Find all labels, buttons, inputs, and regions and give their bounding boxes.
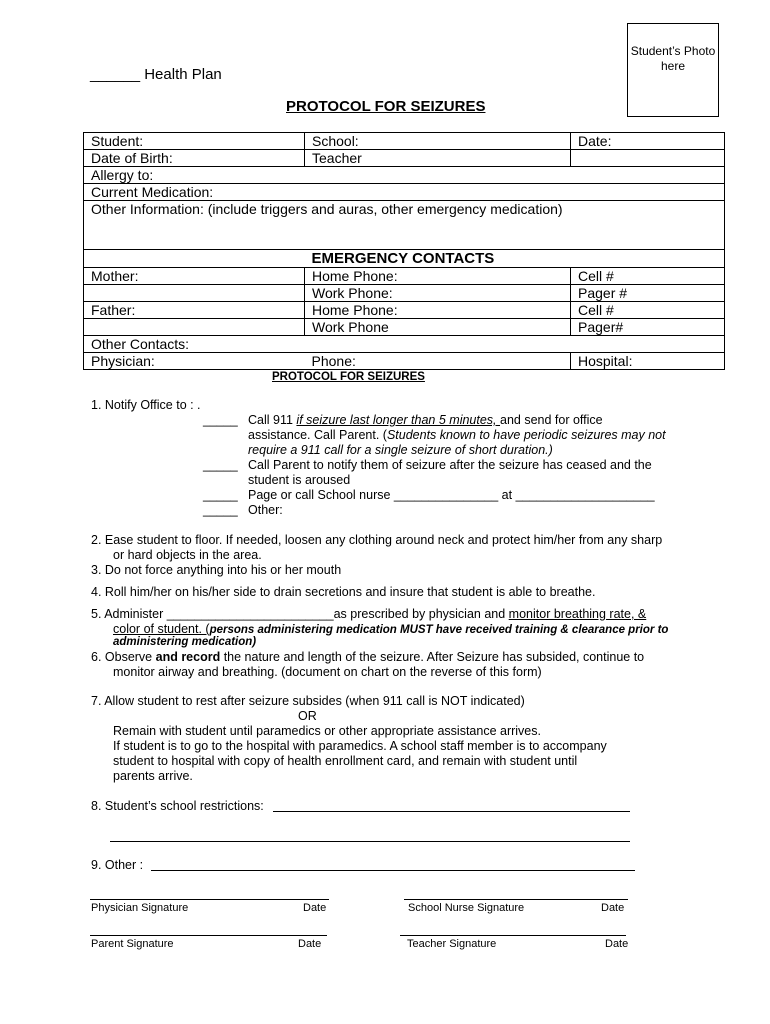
mother-home-phone[interactable]: Home Phone: xyxy=(305,268,571,285)
parent-signature-label: Parent Signature xyxy=(91,938,174,950)
mother-pager[interactable]: Pager # xyxy=(571,285,725,302)
step-2: 2. Ease student to floor. If needed, loosen any clothing around neck and protect him/her from any sharp xyxy=(91,533,663,547)
hospital-field[interactable]: Hospital: xyxy=(571,353,725,370)
dob-field[interactable]: Date of Birth: xyxy=(84,150,305,167)
father-home-phone[interactable]: Home Phone: xyxy=(305,302,571,319)
checkbox-blank[interactable]: _____ xyxy=(203,458,238,472)
step-7-line5: student to hospital with copy of health enrollment card, and remain with student until xyxy=(113,754,578,768)
father-cell[interactable]: Cell # xyxy=(571,302,725,319)
student-field[interactable]: Student: xyxy=(84,133,305,150)
empty-cell xyxy=(84,285,305,302)
empty-cell xyxy=(84,319,305,336)
student-info-table xyxy=(83,132,725,370)
physician-signature-label: Physician Signature xyxy=(91,902,189,914)
checkbox-blank[interactable]: _____ xyxy=(203,503,238,517)
empty-cell xyxy=(571,150,725,167)
parent-date-label: Date xyxy=(298,938,322,950)
step-7-line6: parents arrive. xyxy=(113,769,193,783)
checkbox-blank[interactable]: _____ xyxy=(203,488,238,502)
physician-signature-line[interactable] xyxy=(90,899,329,900)
restrictions-line[interactable] xyxy=(273,811,630,812)
restrictions-line-2[interactable] xyxy=(110,841,630,842)
date-field[interactable]: Date: xyxy=(571,133,725,150)
physician-phone-field[interactable]: Phone: xyxy=(305,353,571,370)
emergency-contacts-heading: EMERGENCY CONTACTS xyxy=(305,250,725,268)
mother-field[interactable]: Mother: xyxy=(84,268,305,285)
father-work-phone[interactable]: Work Phone xyxy=(305,319,571,336)
medication-field[interactable]: Current Medication: xyxy=(84,184,725,201)
physician-field[interactable]: Physician: xyxy=(84,353,305,370)
step-7-line4: If student is to go to the hospital with paramedics. A school staff member is to accompany xyxy=(113,739,607,753)
empty-cell xyxy=(84,250,305,268)
teacher-field[interactable]: Teacher xyxy=(305,150,571,167)
other-contacts-field[interactable]: Other Contacts: xyxy=(84,336,725,353)
step-2-line2: or hard objects in the area. xyxy=(113,548,262,562)
step-1: 1. Notify Office to : . xyxy=(91,398,201,412)
teacher-signature-label: Teacher Signature xyxy=(407,938,497,950)
health-plan-title: ______ Health Plan xyxy=(90,66,222,83)
step-5-line2: color of student. (persons administering medication MUST have received training & clearance prior to xyxy=(113,622,669,636)
other-line[interactable] xyxy=(151,870,635,871)
father-field[interactable]: Father: xyxy=(84,302,305,319)
protocol-title: PROTOCOL FOR SEIZURES xyxy=(286,98,486,115)
allergy-field[interactable]: Allergy to: xyxy=(84,167,725,184)
step-7-or: OR xyxy=(298,709,317,723)
other-info-field[interactable]: Other Information: (include triggers and auras, other emergency medication) xyxy=(84,201,725,250)
mother-cell[interactable]: Cell # xyxy=(571,268,725,285)
school-field[interactable]: School: xyxy=(305,133,571,150)
step-1b: Call Parent to notify them of seizure after the seizure has ceased and the xyxy=(248,458,652,472)
teacher-date-label: Date xyxy=(605,938,629,950)
teacher-signature-line[interactable] xyxy=(400,935,626,936)
step-1a-line2: assistance. Call Parent. (Students known to have periodic seizures may not xyxy=(248,428,666,442)
parent-signature-line[interactable] xyxy=(90,935,327,936)
nurse-date-label: Date xyxy=(601,902,625,914)
protocol-subtitle: PROTOCOL FOR SEIZURES xyxy=(272,371,425,383)
step-1a: Call 911 if seizure last longer than 5 minutes, and send for office xyxy=(248,413,603,427)
step-1c: Page or call School nurse _______________ at ____________________ xyxy=(248,488,655,502)
step-1a-line3: require a 911 call for a single seizure of short duration.) xyxy=(248,443,553,457)
step-8: 8. Student’s school restrictions: xyxy=(91,799,264,813)
step-1b-line2: student is aroused xyxy=(248,473,351,487)
nurse-signature-line[interactable] xyxy=(404,899,628,900)
step-6-line2: monitor airway and breathing. (document on chart on the reverse of this form) xyxy=(113,665,542,679)
step-7-line3: Remain with student until paramedics or other appropriate assistance arrives. xyxy=(113,724,541,738)
step-3: 3. Do not force anything into his or her mouth xyxy=(91,563,342,577)
step-4: 4. Roll him/her on his/her side to drain secretions and insure that student is able to breathe. xyxy=(91,585,596,599)
student-photo-box: Student’s Photo here xyxy=(627,23,719,117)
nurse-signature-label: School Nurse Signature xyxy=(408,902,525,914)
mother-work-phone[interactable]: Work Phone: xyxy=(305,285,571,302)
step-6: 6. Observe and record the nature and length of the seizure. After Seizure has subsided, continue to xyxy=(91,650,645,664)
step-5: 5. Administer ________________________as prescribed by physician and monitor breathing rate, & xyxy=(91,607,647,621)
step-9: 9. Other : xyxy=(91,858,144,872)
step-1d: Other: xyxy=(248,503,283,517)
father-pager[interactable]: Pager# xyxy=(571,319,725,336)
step-5-line3: administering medication) xyxy=(113,636,257,648)
step-7: 7. Allow student to rest after seizure subsides (when 911 call is NOT indicated) xyxy=(91,694,525,708)
physician-date-label: Date xyxy=(303,902,327,914)
checkbox-blank[interactable]: _____ xyxy=(203,413,238,427)
